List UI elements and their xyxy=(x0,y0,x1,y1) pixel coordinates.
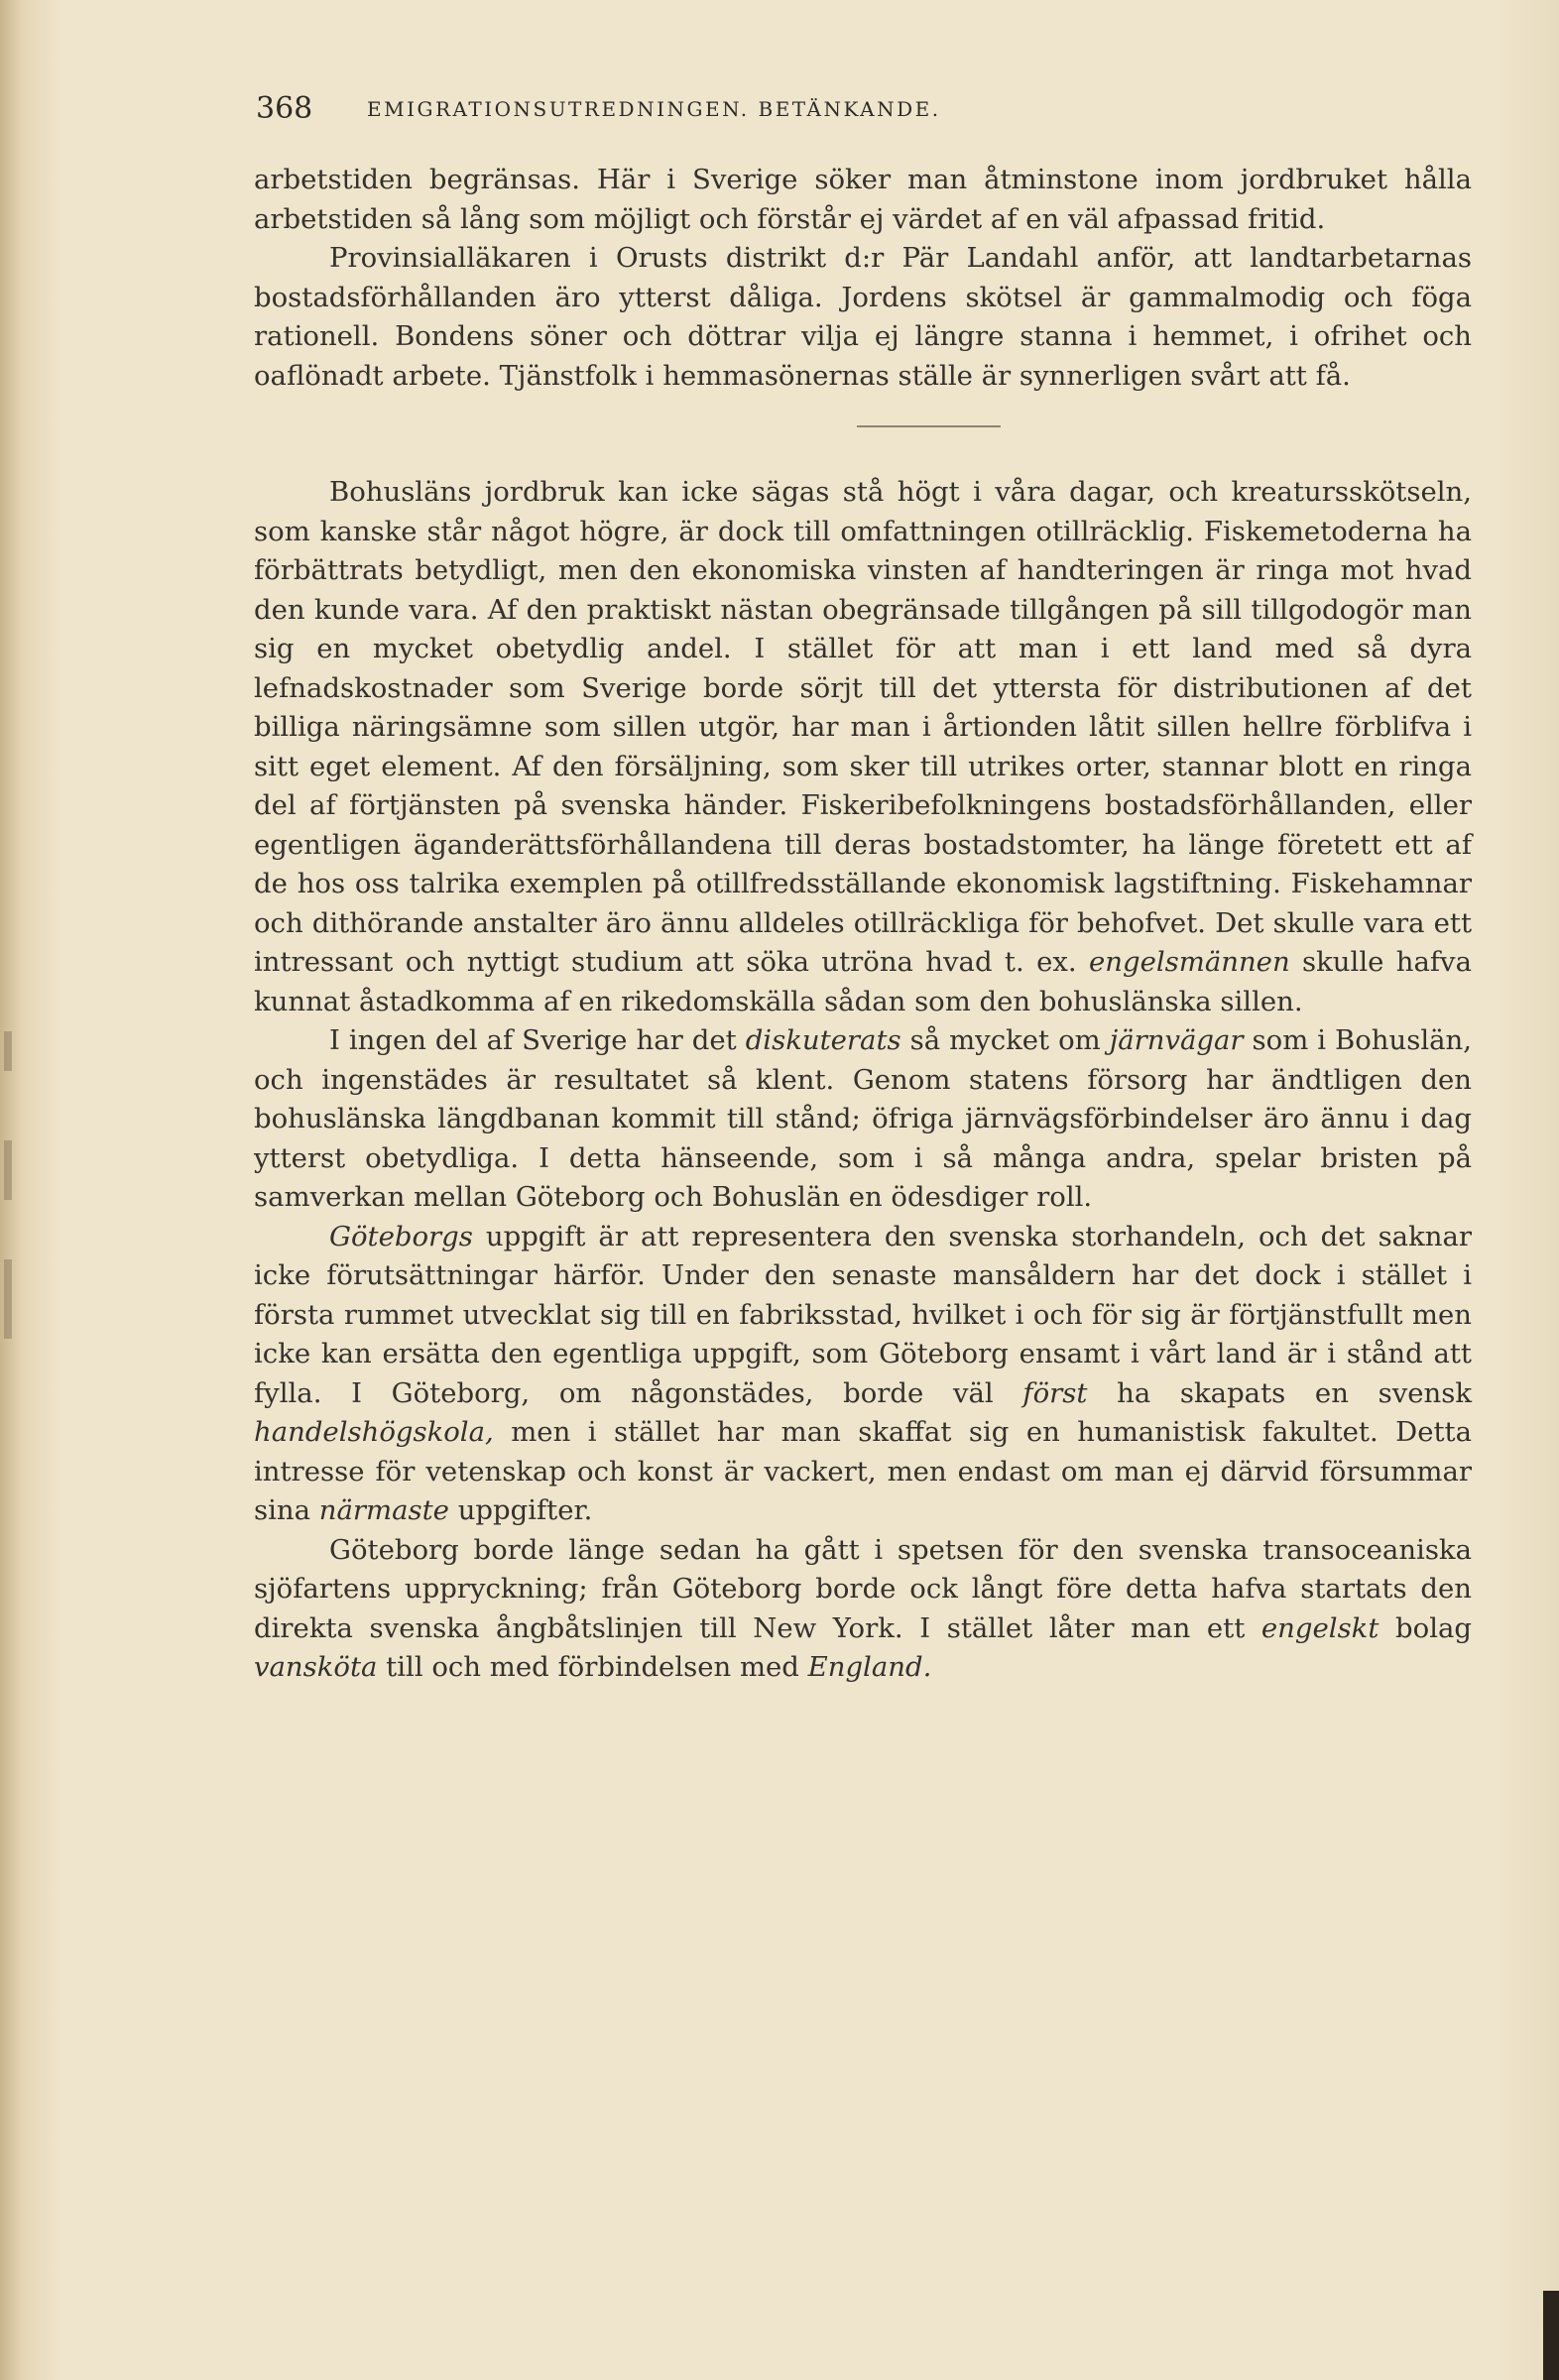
emphasis: handelshögskola, xyxy=(254,1416,494,1448)
emphasis: engelskt xyxy=(1260,1611,1379,1644)
binding-edge-mark xyxy=(4,1259,12,1339)
paragraph: arbetstiden begränsas. Här i Sverige söker man åtminstone inom jordbruket hålla arbetstiden så lång som möjligt och förstår ej värdet af en väl afpassad fritid. xyxy=(254,164,1472,235)
paragraph: Bohusläns jordbruk kan icke sägas stå högt i våra dagar, och kreatursskötseln, som kanske står något högre, är dock till omfattningen otillräcklig. Fiskemetoderna ha förbättrats betydligt, men den ekonomiska vinsten af handteringen är ringa mot hvad den kunde vara. Af den praktiskt nästan obegränsade tillgången på sill tillgodogör man sig en mycket obetydlig andel. I stället för att man i ett land med så dyra lefnadskostnader som Sverige borde sörjt till det yttersta för distributionen af det billiga näringsämne som sillen utgör, har man i årtionden låtit sillen hellre förblifva i sitt eget element. Af den försäljning, som sker till utrikes orter, stannar blott en ringa del af förtjänsten på svenska händer. Fiskeribefolkningens bostadsförhållanden, eller egentligen äganderättsförhållandena till deras bostadstomter, ha länge företett ett af de hos oss talrika exemplen på otillfredsställande ekonomisk lagstiftning. Fiskehamnar och dithörande anstalter äro ännu alldeles otillräckliga för behofvet. Det skulle vara ett intressant och nyttigt studium att söka utröna hvad t. ex. engelsmännen skulle hafva kunnat åstadkomma af en rikedomskälla sådan som den bohuslänska sillen. xyxy=(254,476,1472,1017)
emphasis: närmaste xyxy=(318,1494,449,1526)
paragraph: Provinsialläkaren i Orusts distrikt d:r Pär Landahl anför, att landtarbetarnas bostadsförhållanden äro ytterst dåliga. Jordens skötsel är gammalmodig och föga rationell. Bondens söner och döttrar vilja ej längre stanna i hemmet, i ofrihet och oaflönadt arbete. Tjänstfolk i hemmasönernas ställe är synnerligen svårt att få. xyxy=(254,242,1472,392)
paragraph: Göteborg borde länge sedan ha gått i spetsen för den svenska transoceaniska sjöfartens uppryckning; från Göteborg borde ock långt före detta hafva startats den direkta svenska ångbåtslinjen till New York. I stället låter man ett engelskt bolag vansköta till och med förbindelsen med England. xyxy=(254,1533,1472,1683)
body-text xyxy=(254,161,1472,1688)
emphasis: England. xyxy=(807,1651,932,1683)
running-head: EMIGRATIONSUTREDNINGEN. BETÄNKANDE. xyxy=(367,97,941,121)
page-number: 368 xyxy=(256,91,313,126)
binding-edge-mark xyxy=(4,1140,12,1200)
emphasis: Göteborgs xyxy=(329,1220,473,1252)
emphasis: vansköta xyxy=(254,1651,378,1683)
emphasis: järnvägar xyxy=(1109,1024,1244,1056)
emphasis: diskuterats xyxy=(745,1024,901,1056)
scan-edge-mark xyxy=(1543,2291,1559,2380)
paragraph: I ingen del af Sverige har det diskuterats så mycket om järnvägar som i Bohuslän, och ingenstädes är resultatet så klent. Genom statens försorg har ändtligen den bohuslänska längdbanan kommit till stånd; öfriga järnvägsförbindelser äro ännu i dag ytterst obetydliga. I detta hänseende, som i så många andra, spelar bristen på samverkan mellan Göteborg och Bohuslän en ödesdiger roll. xyxy=(254,1024,1472,1213)
section-divider xyxy=(857,425,1001,427)
emphasis: först xyxy=(1022,1376,1088,1409)
binding-edge-mark xyxy=(4,1031,12,1071)
page-header xyxy=(256,91,1267,131)
emphasis: engelsmännen xyxy=(1089,946,1290,978)
paragraph: Göteborgs uppgift är att representera den svenska storhandeln, och det saknar icke förutsättningar härför. Under den senaste mansåldern har det dock i stället i första rummet utvecklat sig till en fabriksstad, hvilket i och för sig är förtjänstfullt men icke kan ersätta den egentliga uppgift, som Göteborg ensamt i vårt land är i stånd att fylla. I Göteborg, om någonstädes, borde väl först ha skapats en svensk handelshögskola, men i stället har man skaffat sig en humanistisk fakultet. Detta intresse för vetenskap och konst är vackert, men endast om man ej därvid försummar sina närmaste uppgifter. xyxy=(254,1220,1473,1526)
